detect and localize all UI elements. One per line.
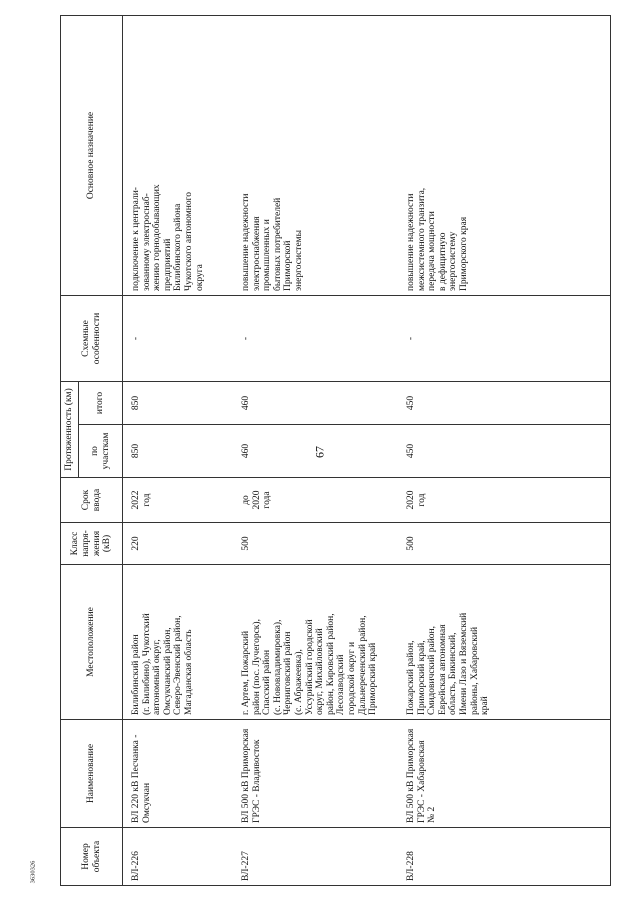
table-row: [398, 15, 611, 885]
cell-object-number: ВЛ-227: [233, 828, 398, 886]
cell-object-number: ВЛ-228: [398, 828, 611, 886]
header-length-group: Протяженность (км): [61, 381, 79, 477]
cell-name: ВЛ 220 кВ Песчанка - Омсукчан: [123, 720, 234, 828]
header-purpose: Основное назначение: [61, 15, 123, 295]
page-number: 67: [312, 446, 327, 458]
cell-term: 2020 год: [398, 478, 611, 523]
cell-voltage: 220: [123, 523, 234, 565]
cell-voltage: 500: [233, 523, 398, 565]
header-commissioning: Срок ввода: [61, 478, 123, 523]
header-length-total: итого: [79, 381, 123, 424]
cell-length-total: 850: [123, 381, 234, 424]
cell-name: ВЛ 500 кВ Приморская ГРЭС - Владивосток: [233, 720, 398, 828]
cell-object-number: ВЛ-226: [123, 828, 234, 886]
cell-name: ВЛ 500 кВ Приморская ГРЭС - Хабаровская № 2: [398, 720, 611, 828]
cell-length-total: 450: [398, 381, 611, 424]
cell-location: Пожарский район, Приморский край, Смидовичский район, Еврейская автономная область, Бикинский, Имени Лазо и Вяземский районы, Хабаровский край: [398, 565, 611, 720]
header-scheme-features: Схемные особенности: [61, 295, 123, 381]
cell-location: Билибинский район (г. Билибино), Чукотский автономный округ, Омсукчанский район, Северо-Эвенский район, Магаданская область: [123, 565, 234, 720]
header-name: Наименование: [61, 720, 123, 828]
cell-location: г. Артем, Пожарский район (пос. Лучегорск), Спасский район (с. Нововладимировка), Черниговский район (с. Абражеевка), Уссурийский городской округ, Михайловский район, Кировский район, Лесозаводский городской округ и Дальнереченский район, Приморский край: [233, 565, 398, 720]
cell-scheme-features: -: [123, 295, 234, 381]
cell-length-sections: 850: [123, 425, 234, 478]
power-lines-table: [60, 15, 611, 886]
cell-length-sections: 450: [398, 425, 611, 478]
cell-length-total: 460: [233, 381, 398, 424]
cell-voltage: 500: [398, 523, 611, 565]
table-row: [233, 15, 398, 885]
cell-term: 2022 год: [123, 478, 234, 523]
cell-term: до 2020 года: [233, 478, 398, 523]
header-object-number: Номер объекта: [61, 828, 123, 886]
rotated-table-container: [60, 16, 550, 886]
cell-length-sections: 460: [233, 425, 398, 478]
header-voltage-class: Класс напря- жения (кВ): [61, 523, 123, 565]
document-code: 3630326: [29, 860, 37, 884]
cell-purpose: повышение надежности межсистемного транзита, передача мощности в дефицитную энергосистему Приморского края: [398, 15, 611, 295]
cell-scheme-features: -: [398, 295, 611, 381]
cell-scheme-features: -: [233, 295, 398, 381]
table-row: [123, 15, 234, 885]
cell-purpose: подключение к централи- зованному электроснаб- жению горнодобывающих предприятий Билибинского района Чукотского автономного округа: [123, 15, 234, 295]
header-length-sections: по участкам: [79, 425, 123, 478]
header-location: Местоположение: [61, 565, 123, 720]
cell-purpose: повышение надежности электроснабжения промышленных и бытовых потребителей Приморской энергосистемы: [233, 15, 398, 295]
